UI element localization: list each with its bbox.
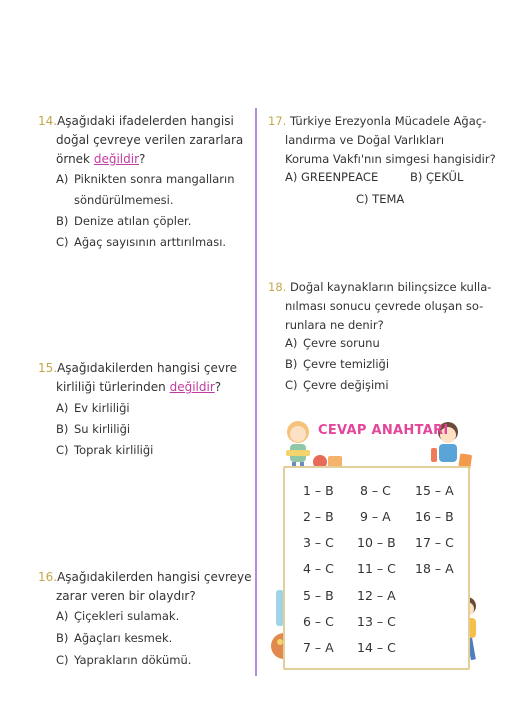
answer-item: 1 – B [303,483,334,498]
question-text: zarar veren bir olaydır? [56,589,196,603]
question-text: Doğal kaynakların bilinçsizce kulla- [289,280,492,294]
option-text: Su kirliliği [74,422,131,436]
option-b[interactable] [56,212,191,230]
option-c[interactable] [56,441,153,459]
question-number: 18. [268,280,287,294]
option-letter: C) [56,653,69,667]
option-letter: A) [285,336,298,350]
answer-item: 17 – C [415,535,454,550]
question-16 [38,568,252,606]
option-a[interactable] [56,170,235,188]
answer-key-title: CEVAP ANAHTARI [318,423,449,438]
question-text: Türkiye Erezyonla Mücadele Ağaç- [289,114,487,128]
column-divider [255,108,257,676]
answer-item: 8 – C [360,483,391,498]
option-text: Çevre temizliği [303,357,390,371]
question-text: Aşağıdaki ifadelerden hangisi [57,114,234,128]
option-text: söndürülmemesi. [74,193,174,207]
answer-item: 16 – B [415,509,454,524]
option-letter: A) [56,401,69,415]
option-text: Çiçekleri sulamak. [74,609,180,623]
question-number: 16. [38,570,58,584]
question-text: kirliliği türlerinden [56,380,170,394]
answer-item: 15 – A [415,483,454,498]
option-text: Ev kirliliği [74,401,130,415]
answer-item: 12 – A [357,588,396,603]
question-15 [38,359,237,397]
answer-item: 2 – B [303,509,334,524]
option-text: Ağaç sayısının arttırılması. [74,235,227,249]
option-c[interactable] [56,651,191,669]
option-letter: C) [56,443,69,457]
option-text: Çevre sorunu [303,336,380,350]
option-letter: B) [56,631,69,645]
answer-item: 18 – A [415,561,454,576]
option-a[interactable] [285,334,380,352]
question-text: landırma ve Doğal Varlıkları [285,133,445,147]
question-17 [268,112,496,169]
question-14 [38,112,243,169]
answer-item: 14 – C [357,640,396,655]
question-text: nılması sonucu çevrede oluşan so- [285,299,484,313]
highlight-word: değildir [169,380,215,394]
question-number: 17. [268,114,287,128]
option-letter: B) [285,357,298,371]
option-letter: B) [56,214,69,228]
option-c[interactable] [56,233,226,251]
option-b[interactable] [56,420,130,438]
option-a[interactable] [56,607,179,625]
option-letter: A) [56,172,69,186]
question-mark: ? [214,380,222,394]
answer-item: 13 – C [357,614,396,629]
highlight-word: değildir [93,152,139,166]
answer-item: 3 – C [303,535,334,550]
option-a[interactable]: A) GREENPEACE [285,170,379,184]
question-text: Koruma Vakfı'nın simgesi hangisidir? [285,152,496,166]
answer-item: 7 – A [303,640,334,655]
question-18 [268,278,491,335]
option-a[interactable] [56,399,130,417]
option-b[interactable] [285,355,389,373]
question-text: doğal çevreye verilen zararlara [56,133,244,147]
option-text: Ağaçları kesmek. [74,631,173,645]
option-c[interactable]: C) TEMA [356,192,405,206]
question-number: 14. [38,114,58,128]
answer-item: 6 – C [303,614,334,629]
question-text: runlara ne denir? [285,318,384,332]
question-mark: ? [139,152,146,166]
option-text: Denize atılan çöpler. [74,214,192,228]
option-letter: A) [56,609,69,623]
option-b[interactable]: B) ÇEKÜL [410,170,464,184]
option-letter: B) [56,422,69,436]
option-text: Yaprakların dökümü. [74,653,192,667]
answer-item: 5 – B [303,588,334,603]
option-a-continued [74,191,174,209]
option-b[interactable] [56,629,172,647]
answer-item: 10 – B [357,535,396,550]
answer-item: 4 – C [303,561,334,576]
option-text: Çevre değişimi [303,378,389,392]
option-letter: C) [285,378,298,392]
option-c[interactable] [285,376,389,394]
option-letter: C) [56,235,69,249]
question-text: Aşağıdakilerden hangisi çevreye [57,570,252,584]
option-text: Toprak kirliliği [74,443,154,457]
answer-item: 11 – C [357,561,396,576]
option-text: Piknikten sonra mangalların [74,172,235,186]
answer-item: 9 – A [360,509,391,524]
question-text: Aşağıdakilerden hangisi çevre [57,361,238,375]
question-text: örnek [56,152,94,166]
question-number: 15. [38,361,58,375]
